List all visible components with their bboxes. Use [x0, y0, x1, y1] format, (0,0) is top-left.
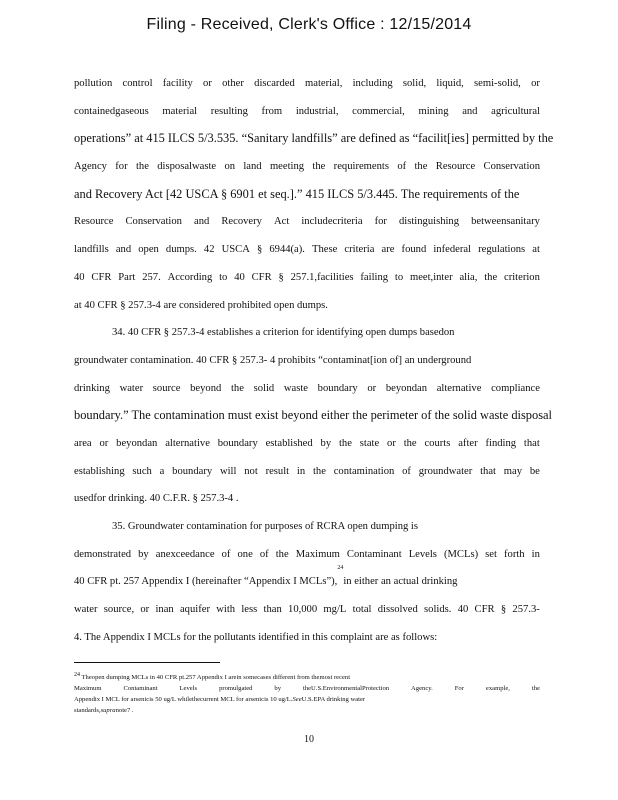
word: in: [296, 465, 306, 477]
word: Conservation: [125, 216, 182, 228]
word: CFR: [474, 604, 495, 616]
word: of: [221, 548, 231, 560]
word: the: [135, 161, 149, 173]
word: meeting: [269, 161, 305, 173]
word: 42: [203, 244, 215, 256]
word: requirements: [333, 161, 389, 173]
word: the: [312, 465, 326, 477]
body-line-continuation: in either an actual drinking: [343, 576, 458, 588]
word: includecriteria: [301, 216, 363, 228]
word: According: [167, 271, 213, 283]
word: alternative: [436, 382, 482, 394]
word: of: [397, 161, 407, 173]
word: mining: [418, 105, 449, 117]
word: the: [414, 161, 428, 173]
word: inan: [155, 604, 174, 616]
body-line: boundary.” The contamination must exist beyond either the perimeter of the solid waste disposal: [74, 408, 552, 423]
word: agricultural: [491, 105, 540, 117]
word: beyondan: [116, 437, 158, 449]
word: 40: [234, 271, 245, 283]
word: regulations: [478, 244, 526, 256]
word: set: [485, 548, 497, 560]
word: the: [531, 685, 540, 692]
word: §: [500, 604, 507, 616]
word: promulgated: [219, 685, 253, 692]
word: or: [387, 437, 396, 449]
word: the: [338, 437, 352, 449]
body-line: at 40 CFR § 257.3-4 are considered prohibited open dumps.: [74, 299, 328, 311]
word: waste: [283, 382, 308, 394]
word: Act: [274, 216, 290, 228]
word: and: [115, 244, 132, 256]
word: (MCLs): [443, 548, 479, 560]
word: Contaminant: [123, 685, 158, 692]
appendix-reference: 40 CFR pt. 257 Appendix I (hereinafter “Appendix I MCLs”),: [74, 576, 338, 588]
word: less: [241, 604, 258, 616]
word: drinking: [74, 382, 110, 394]
word: to: [219, 271, 228, 283]
footnote-text: note7 .: [115, 707, 134, 714]
footnote-number: 24: [74, 671, 80, 678]
word: finding: [485, 437, 517, 449]
word: semi-solid,: [474, 78, 521, 89]
word: liquid,: [436, 78, 464, 89]
word: meet,inter: [409, 271, 453, 283]
word: 40: [457, 604, 469, 616]
word: contamination: [333, 465, 395, 477]
word: pollution: [74, 78, 113, 89]
body-text: [74, 70, 554, 651]
word: failing: [360, 271, 389, 283]
footnote-line: [74, 705, 540, 716]
word: found: [401, 244, 427, 256]
word: or: [203, 78, 212, 89]
word: forth: [504, 548, 525, 560]
word: or: [367, 382, 377, 394]
body-line: [74, 208, 540, 236]
word: than: [263, 604, 282, 616]
word: discarded: [254, 78, 295, 89]
word: by: [138, 548, 149, 560]
word: the: [484, 271, 498, 283]
word: demonstrated: [74, 548, 132, 560]
word: will: [219, 465, 237, 477]
word: establishing: [74, 465, 125, 477]
footnote-line: [74, 672, 540, 683]
word: These: [312, 244, 338, 256]
word: total: [352, 604, 372, 616]
word: compliance: [491, 382, 540, 394]
word: from: [261, 105, 283, 117]
body-line: groundwater contamination. 40 CFR § 257.3- 4 prohibits “contaminat[ion of] an underground: [74, 354, 472, 366]
word: example,: [485, 685, 510, 692]
word: a: [159, 465, 165, 477]
word: land: [243, 161, 262, 173]
word: CFR: [91, 271, 112, 283]
word: material: [162, 105, 198, 117]
word: be: [529, 465, 540, 477]
body-line: [74, 565, 540, 596]
word: Part: [118, 271, 136, 283]
word: CFR: [251, 271, 272, 283]
word: 6944(a).: [269, 244, 305, 256]
word: groundwater: [418, 465, 473, 477]
body-line: [74, 70, 540, 98]
body-line: [74, 458, 540, 486]
word: and: [194, 216, 210, 228]
word: Agency.: [411, 685, 433, 692]
word: on: [224, 161, 236, 173]
footnote-line: [74, 694, 540, 705]
word: state: [359, 437, 380, 449]
word: at: [532, 244, 540, 256]
word: by: [320, 437, 332, 449]
word: the: [230, 382, 244, 394]
word: area: [74, 437, 92, 449]
word: Conservation: [483, 161, 540, 173]
page-number: 10: [304, 734, 314, 745]
filing-stamp-header: Filing - Received, Clerk's Office : 12/15/2014: [146, 16, 472, 33]
word: Resource: [435, 161, 476, 173]
word: solid: [253, 382, 275, 394]
word: to: [394, 271, 404, 283]
word: one: [237, 548, 253, 560]
word: §: [256, 244, 263, 256]
word: facility: [162, 78, 193, 89]
word: of: [402, 465, 411, 477]
word: courts: [424, 437, 451, 449]
word: for: [115, 161, 128, 173]
word: for: [374, 216, 387, 228]
word: of: [259, 548, 269, 560]
word: that: [480, 465, 496, 477]
body-line: [74, 541, 540, 569]
word: by: [274, 685, 281, 692]
word: 257.: [142, 271, 161, 283]
body-line: operations” at 415 ILCS 5/3.535. “Sanitary landfills” are defined as “facilit[ies] permitted by the: [74, 131, 554, 146]
word: beyond: [190, 382, 222, 394]
word: criterion: [504, 271, 540, 283]
word: alia,: [459, 271, 478, 283]
word: 10,000: [288, 604, 318, 616]
word: Maximum: [74, 685, 102, 692]
word: the: [312, 161, 326, 173]
word: including: [352, 78, 393, 89]
word: aquifer: [179, 604, 210, 616]
footnote-24: [74, 672, 540, 716]
word: such: [132, 465, 152, 477]
footnote-marker[interactable]: 24: [337, 565, 344, 572]
word: with: [216, 604, 236, 616]
word: water: [119, 382, 144, 394]
footnote-signal: See: [292, 696, 302, 703]
word: after: [458, 437, 478, 449]
word: disposalwaste: [157, 161, 217, 173]
body-line: 4. The Appendix I MCLs for the pollutants identified in this complaint are as follows:: [74, 631, 438, 643]
word: or: [531, 78, 540, 89]
body-line: [74, 596, 540, 624]
footnote-text: U.S.EPA drinking water: [301, 696, 366, 703]
footnote-text: standards,: [74, 707, 101, 714]
word: open: [138, 244, 159, 256]
word: boundary: [317, 382, 358, 394]
word: beyondan: [385, 382, 428, 394]
word: in: [531, 548, 540, 560]
word: alternative: [165, 437, 210, 449]
word: criteria: [344, 244, 375, 256]
word: other: [222, 78, 244, 89]
word: or: [99, 437, 109, 449]
word: theU.S.EnvironmentalProtection: [302, 685, 390, 692]
word: resulting: [210, 105, 248, 117]
word: boundary: [217, 437, 258, 449]
word: Maximum: [295, 548, 340, 560]
word: are: [381, 244, 395, 256]
word: dissolved: [377, 604, 418, 616]
word: betweensanitary: [471, 216, 540, 228]
word: Levels: [408, 548, 437, 560]
word: boundary: [172, 465, 213, 477]
word: distinguishing: [398, 216, 460, 228]
footnote-text: Appendix I MCL for arsenicis 50 ug/L whilethecurrent MCL for arsenicis 10 ug/L.: [74, 696, 293, 703]
word: solids.: [424, 604, 452, 616]
word: Levels: [179, 685, 198, 692]
word: the: [275, 548, 289, 560]
word: control: [122, 78, 153, 89]
body-line: [74, 153, 540, 181]
footnote-line: [74, 683, 540, 694]
body-line: [74, 98, 540, 126]
word: 257.3-: [512, 604, 540, 616]
word: source: [152, 382, 181, 394]
word: solid,: [402, 78, 427, 89]
word: or: [140, 604, 150, 616]
paragraph-34-start: 34. 40 CFR § 257.3-4 establishes a criterion for identifying open dumps basedon: [112, 327, 455, 339]
footnote-signal: supra: [100, 707, 116, 714]
word: §: [278, 271, 284, 283]
body-line: usedfor drinking. 40 C.F.R. § 257.3-4 .: [74, 493, 239, 505]
word: source,: [103, 604, 135, 616]
word: may: [503, 465, 523, 477]
paragraph-35-start: 35. Groundwater contamination for purposes of RCRA open dumping is: [112, 521, 419, 532]
footnote-text: Theopen dumping MCLs in 40 CFR pt.257 Appendix I arein somecases different from themost recent: [80, 674, 351, 681]
word: Contaminant: [346, 548, 402, 560]
word: commercial,: [352, 105, 405, 117]
word: mg/L: [323, 604, 347, 616]
word: dumps.: [165, 244, 197, 256]
word: Resource: [74, 216, 114, 228]
word: and: [462, 105, 478, 117]
word: the: [403, 437, 417, 449]
word: containedgaseous: [74, 105, 149, 117]
word: USCA: [221, 244, 250, 256]
word: Recovery: [221, 216, 262, 228]
body-line: and Recovery Act [42 USCA § 6901 et seq.].” 415 ILCS 5/3.445. The requirements of the: [74, 186, 520, 201]
word: 40: [74, 271, 85, 283]
body-line: [74, 430, 540, 458]
word: infederal: [433, 244, 472, 256]
body-line: [74, 264, 540, 292]
footnote-divider: [74, 662, 220, 663]
word: material,: [305, 78, 343, 89]
word: 257.1,facilities: [290, 271, 354, 283]
word: established: [265, 437, 313, 449]
body-line: [74, 375, 540, 403]
word: landfills: [74, 244, 109, 256]
word: not: [244, 465, 258, 477]
word: result: [265, 465, 290, 477]
word: Agency: [74, 161, 107, 173]
body-line: [74, 236, 540, 264]
word: that: [523, 437, 540, 449]
word: industrial,: [295, 105, 339, 117]
word: water: [74, 604, 98, 616]
word: anexceedance: [155, 548, 215, 560]
word: For: [454, 685, 464, 692]
